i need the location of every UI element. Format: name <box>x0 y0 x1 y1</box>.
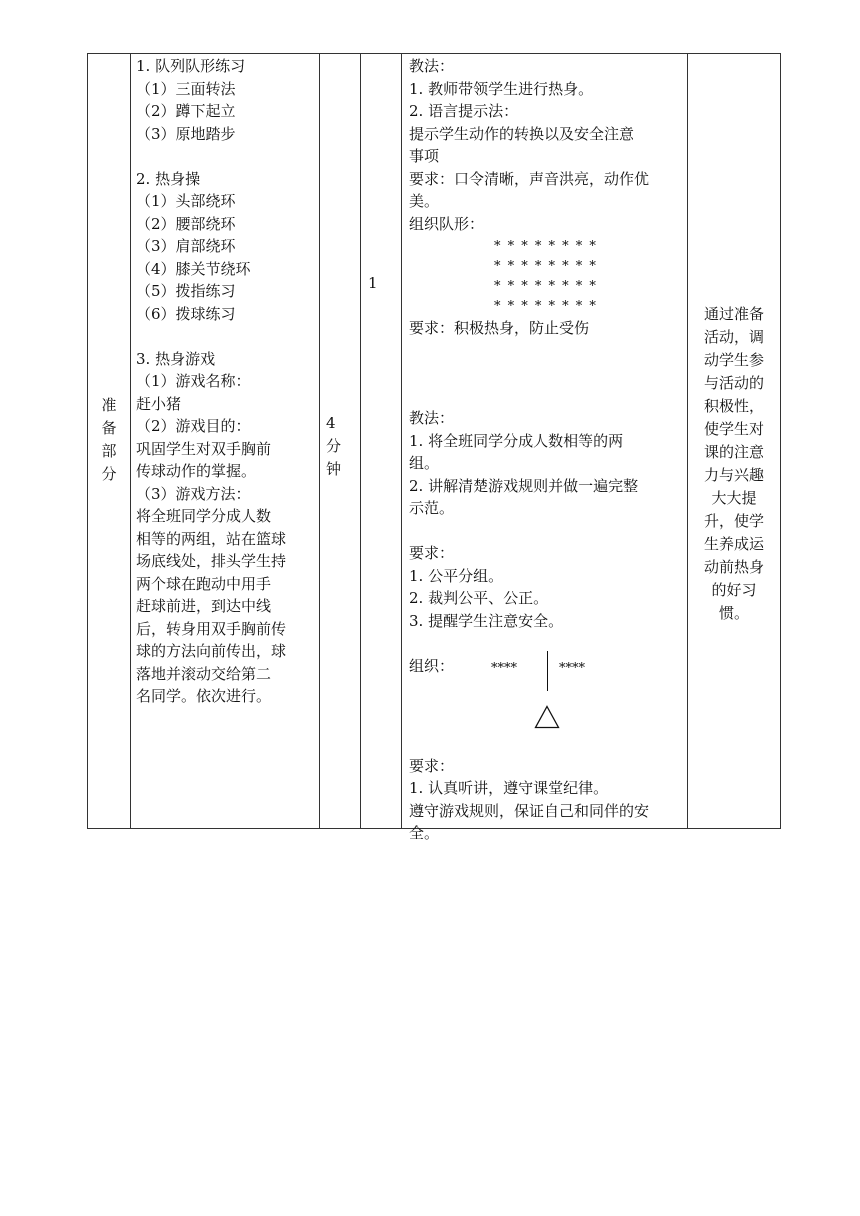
goal-line: 生养成运 <box>703 535 764 553</box>
text-line: 球的方法向前传出，球 <box>136 642 287 660</box>
text-line: 1. 将全班同学分成人数相等的两 <box>409 431 624 450</box>
text-line: 美。 <box>409 192 440 210</box>
text-line: 巩固学生对双手胸前 <box>136 439 272 458</box>
text-line: 遵守游戏规则，保证自己和同伴的安 <box>409 801 650 820</box>
section-cell <box>88 54 130 828</box>
goal-text <box>695 303 773 625</box>
lesson-plan-table <box>87 53 781 842</box>
goal-line: 课的注意 <box>703 443 764 461</box>
text-line: 1. 认真听讲，遵守课堂纪律。 <box>409 779 609 797</box>
text-line: （2）游戏目的： <box>136 417 251 435</box>
goal-line: 通过准备 <box>703 305 764 323</box>
text-line: （3）游戏方法： <box>136 484 251 503</box>
goal-line: 大大提 <box>711 489 757 507</box>
goal-line: 活动，调 <box>703 328 764 346</box>
part-title: 3. 热身游戏 <box>136 349 216 368</box>
text-line: 要求： <box>409 544 455 562</box>
text-line: 事项 <box>409 147 440 165</box>
center-line <box>547 651 548 691</box>
group-right: **** <box>559 660 585 676</box>
text-line: 相等的两组，站在篮球 <box>136 529 287 548</box>
list-item: （1）头部绕环 <box>136 192 236 210</box>
goal-line: 动前热身 <box>703 558 764 576</box>
formation-row: * * * * * * * * <box>494 279 598 294</box>
goal-line: 的好习 <box>711 581 757 599</box>
text-line: 要求：积极热身，防止受伤 <box>409 319 590 337</box>
text-line: 赶球前进，到达中线 <box>136 597 272 615</box>
text-line: 组织： <box>409 656 455 675</box>
text-line: 3. 提醒学生注意安全。 <box>409 611 564 630</box>
text-line: 传球动作的掌握。 <box>136 462 257 480</box>
text-line: 1. 教师带领学生进行热身。 <box>409 79 594 98</box>
text-line: 赶小猪 <box>136 394 182 413</box>
text-line: 2. 裁判公平、公正。 <box>409 589 549 607</box>
goal-line: 升，使学 <box>703 512 764 530</box>
text-line: （1）游戏名称： <box>136 372 251 390</box>
formation-row: * * * * * * * * <box>494 259 598 274</box>
list-item: （2）腰部绕环 <box>136 214 236 233</box>
text-line: 教法： <box>409 409 455 427</box>
game-diagram <box>409 655 687 755</box>
count-cell <box>361 54 401 828</box>
section-char: 部 <box>101 442 117 460</box>
text-line: 1. 公平分组。 <box>409 566 504 585</box>
list-item: （2）蹲下起立 <box>136 102 236 120</box>
text-line: 提示学生动作的转换以及安全注意 <box>409 124 635 143</box>
text-line: 场底线处，排头学生持 <box>136 552 287 570</box>
section-char: 分 <box>101 465 117 483</box>
text-line: 将全班同学分成人数 <box>136 507 272 525</box>
text-line: 组织队形： <box>409 214 485 233</box>
list-item: （3）肩部绕环 <box>136 237 236 255</box>
section-char: 备 <box>101 419 117 437</box>
time-char: 4 <box>326 414 336 432</box>
method-cell <box>402 54 687 842</box>
text-line: 要求： <box>409 756 455 775</box>
formation-row: * * * * * * * * <box>494 299 598 314</box>
time-char: 分 <box>326 437 342 455</box>
list-item: （3）原地踏步 <box>136 124 236 143</box>
text-line: 2. 语言提示法： <box>409 102 519 120</box>
goal-line: 积极性， <box>703 397 764 415</box>
time-label <box>326 412 341 481</box>
text-line: 全。 <box>409 824 440 842</box>
list-item: （1）三面转法 <box>136 79 236 98</box>
section-char: 准 <box>101 396 117 414</box>
text-line: 2. 讲解清楚游戏规则并做一遍完整 <box>409 476 639 495</box>
text-line: 名同学。依次进行。 <box>136 687 272 705</box>
text-line: 要求：口令清晰，声音洪亮，动作优 <box>409 169 650 188</box>
list-item: （5）拨指练习 <box>136 282 236 300</box>
formation-row: * * * * * * * * <box>494 239 598 254</box>
text-line: 组。 <box>409 454 440 472</box>
goal-cell <box>688 54 780 828</box>
content-cell <box>131 54 319 828</box>
list-item: （4）膝关节绕环 <box>136 259 251 278</box>
part-title: 2. 热身操 <box>136 169 201 188</box>
time-cell <box>320 54 360 828</box>
part-title: 1. 队列队形练习 <box>136 57 246 75</box>
text-line: 落地并滚动交给第二 <box>136 664 272 683</box>
goal-line: 惯。 <box>718 604 749 622</box>
goal-line: 与活动的 <box>703 374 764 392</box>
list-item: （6）拨球练习 <box>136 304 236 323</box>
time-char: 钟 <box>326 460 342 478</box>
text-line: 后，转身用双手胸前传 <box>136 619 287 638</box>
group-left: **** <box>491 660 517 676</box>
text-line: 教法： <box>409 57 455 75</box>
section-label <box>88 394 130 486</box>
text-line: 两个球在跑动中用手 <box>136 574 272 593</box>
teacher-triangle-icon <box>534 705 560 729</box>
goal-line: 使学生对 <box>703 420 764 438</box>
goal-line: 力与兴趣 <box>703 466 764 484</box>
text-line: 示范。 <box>409 499 455 517</box>
count-value: 1 <box>368 274 378 292</box>
formation-diagram <box>409 237 687 317</box>
goal-line: 动学生参 <box>703 351 764 369</box>
